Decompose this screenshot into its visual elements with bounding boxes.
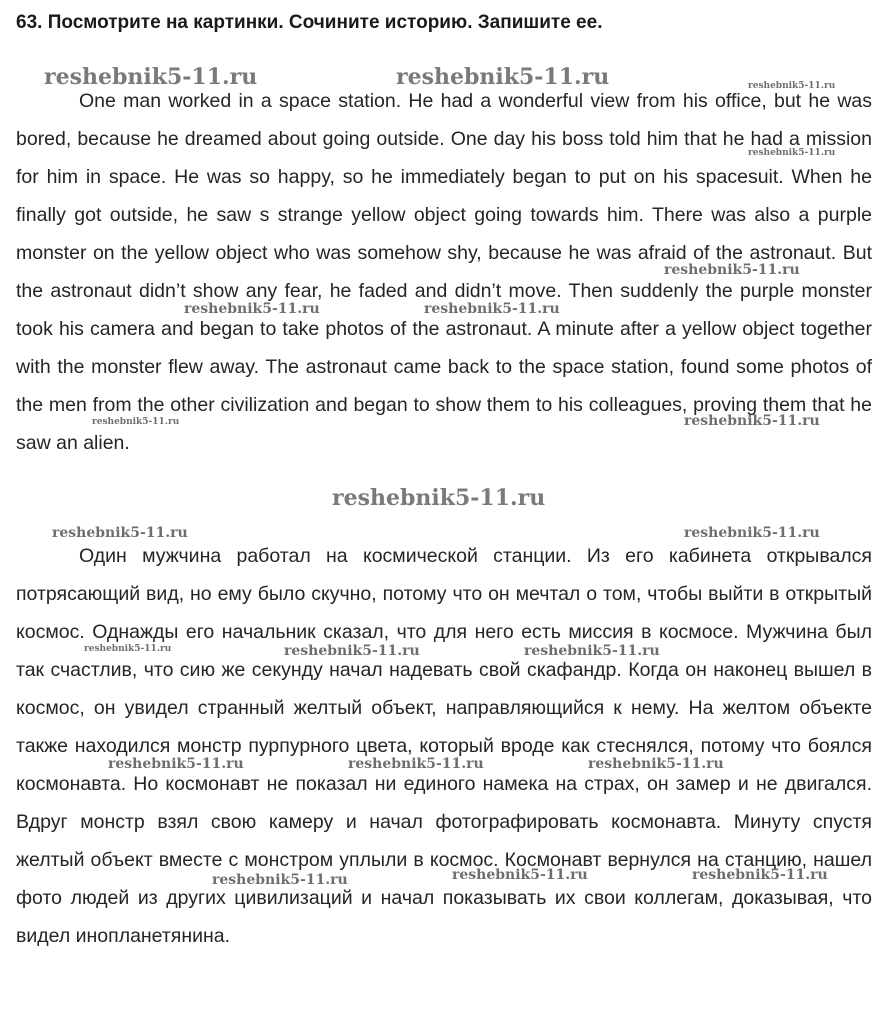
watermark: reshebnik5-11.ru	[684, 525, 820, 541]
story-english: One man worked in a space station. He had a wonderful view from his office, but he was bored, because he dreamed about going outside. One day his boss told him that he had a mission for him in space. He was so happy, so he immediately began to put on his spacesuit. When he finally got outside, he saw s strange yellow object going towards him. There was also a purple monster on the yellow object who was somehow shy, because he was afraid of the astronaut. But the astronaut didn’t show any fear, he faded and didn’t move. Then suddenly the purple monster took his camera and began to take photos of the astronaut. A minute after a yellow object together with the monster flew away. The astronaut came back to the space station, found some photos of the men from the other civilization and began to show them to his colleagues, proving them that he saw an alien.	[16, 90, 872, 454]
watermark: reshebnik5-11.ru	[452, 867, 588, 883]
story-russian: Один мужчина работал на космической станции. Из его кабинета открывался потрясающий вид, но ему было скучно, потому что он мечтал о том, чтобы выйти в открытый космос. Однажды его начальник сказал, что для него есть миссия в космосе. Мужчина был так счастлив, что сию же секунду начал надевать свой скафандр. Когда он наконец вышел в космос, он увидел странный желтый объект, направляющийся к нему. На желтом объекте также находился монстр пурпурного цвета, который вроде как стеснялся, потому что боялся космонавта. Но космонавт не показал ни единого намека на страх, он замер и не двигался. Вдруг монстр взял свою камеру и начал фотографировать космонавта. Минуту спустя желтый объект вместе с монстром уплыли в космос. Космонавт вернулся на станцию, нашел фото людей из других цивилизаций и начал показывать их свои коллегам, доказывая, что видел инопланетянина.	[16, 545, 872, 947]
watermark: reshebnik5-11.ru	[184, 301, 320, 317]
watermark: reshebnik5-11.ru	[52, 525, 188, 541]
watermark: reshebnik5-11.ru	[108, 756, 244, 772]
watermark: reshebnik5-11.ru	[284, 643, 420, 659]
watermark: reshebnik5-11.ru	[92, 417, 180, 427]
watermark: reshebnik5-11.ru	[748, 81, 836, 91]
task-title: 63. Посмотрите на картинки. Сочините историю. Запишите ее.	[16, 12, 603, 33]
watermark: reshebnik5-11.ru	[684, 413, 820, 429]
watermark: reshebnik5-11.ru	[692, 867, 828, 883]
watermark: reshebnik5-11.ru	[396, 64, 610, 90]
watermark: reshebnik5-11.ru	[748, 148, 836, 158]
watermark: reshebnik5-11.ru	[588, 756, 724, 772]
watermark: reshebnik5-11.ru	[44, 64, 258, 90]
watermark: reshebnik5-11.ru	[348, 756, 484, 772]
watermark: reshebnik5-11.ru	[212, 872, 348, 888]
watermark: reshebnik5-11.ru	[664, 262, 800, 278]
watermark: reshebnik5-11.ru	[524, 643, 660, 659]
watermark: reshebnik5-11.ru	[332, 485, 546, 511]
watermark: reshebnik5-11.ru	[424, 301, 560, 317]
watermark: reshebnik5-11.ru	[84, 644, 172, 654]
